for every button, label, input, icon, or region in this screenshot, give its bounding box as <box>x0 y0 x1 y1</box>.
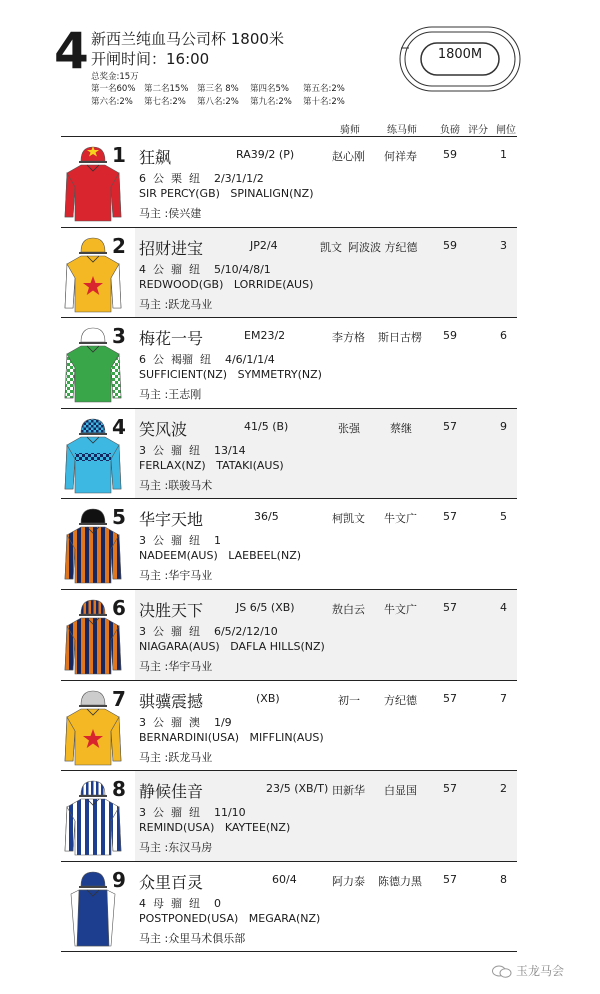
horse-name: 招财进宝 <box>139 238 204 258</box>
horse-number: 7 <box>112 686 126 711</box>
carried-weight: 59 <box>443 329 457 343</box>
horse-owner: 马主 :华宇马业 <box>139 569 213 583</box>
horse-name: 笑风波 <box>139 419 188 439</box>
horse-number: 8 <box>112 777 126 802</box>
horse-form: RA39/2 (P) <box>236 148 295 161</box>
jockey-name: 敖白云 <box>332 602 365 616</box>
trainer-name: 陈德力黑 <box>378 874 422 888</box>
watermark <box>492 962 564 979</box>
jockey-name: 赵心刚 <box>332 150 365 163</box>
runner-row <box>0 771 600 862</box>
horse-form: JS 6/5 (XB) <box>236 600 295 614</box>
carried-weight: 57 <box>443 782 457 796</box>
horse-owner: 马主 :王志刚 <box>139 388 202 402</box>
horse-description: 4 母 骝 纽 0 <box>139 896 221 910</box>
horse-name: 狂飙 <box>139 148 172 167</box>
horse-pedigree: NIAGARA(AUS) DAFLA HILLS(NZ) <box>139 639 325 653</box>
horse-owner: 马主 :东汉马房 <box>139 841 213 855</box>
horse-form: EM23/2 <box>244 329 286 343</box>
gate-number: 2 <box>500 782 507 796</box>
start-time: 开闸时间：16:00 <box>91 50 210 68</box>
gate-number: 3 <box>500 238 507 252</box>
horse-pedigree: POSTPONED(USA) MEGARA(NZ) <box>139 911 321 925</box>
horse-owner: 马主 :跃龙马业 <box>139 750 213 764</box>
jockey-name: 柯凯文 <box>332 512 365 526</box>
trainer-name: 阿波波 方纪德 <box>348 240 418 254</box>
runner-row <box>0 228 600 319</box>
horse-pedigree: FERLAX(NZ) TATAKI(AUS) <box>139 458 284 472</box>
trainer-name: 牛文广 <box>384 512 417 526</box>
horse-pedigree: SIR PERCY(GB) SPINALIGN(NZ) <box>139 187 314 200</box>
horse-form: 60/4 <box>272 872 297 886</box>
horse-description: 3 公 骝 纽 1 <box>139 534 221 548</box>
trainer-name: 方纪德 <box>384 693 417 707</box>
race-number: 4 <box>54 22 89 80</box>
horse-description: 3 公 骝 澳 1/9 <box>139 715 232 729</box>
prize-7: 第七名:2% <box>144 97 186 107</box>
column-trainer: 练马师 <box>387 125 417 136</box>
gate-number: 9 <box>500 419 507 433</box>
trainer-name: 牛文广 <box>384 602 417 616</box>
race-header <box>0 0 600 136</box>
gate-number: 4 <box>500 600 507 614</box>
carried-weight: 57 <box>443 419 457 433</box>
horse-pedigree: REDWOOD(GB) LORRIDE(AUS) <box>139 277 314 291</box>
horse-number: 9 <box>112 867 126 892</box>
prize-10: 第十名:2% <box>303 97 345 107</box>
horse-name: 梅花一号 <box>139 329 204 349</box>
carried-weight: 57 <box>443 691 457 705</box>
runner-row <box>0 318 600 409</box>
column-weight: 负磅 <box>440 125 460 136</box>
runner-row <box>0 137 600 228</box>
horse-description: 3 公 骝 纽 6/5/2/12/10 <box>139 624 278 638</box>
horse-form: (XB) <box>256 691 280 705</box>
prize-2: 第二名15% <box>144 84 189 94</box>
runner-list <box>0 137 600 952</box>
prize-1: 第一名60% <box>91 84 136 94</box>
prize-8: 第八名:2% <box>197 97 239 107</box>
jockey-name: 阿力泰 <box>332 874 365 888</box>
race-title: 新西兰纯血马公司杯 1800米 <box>91 30 284 48</box>
horse-name: 骐骥震撼 <box>139 691 204 711</box>
horse-number: 4 <box>112 414 126 439</box>
horse-description: 6 公 褐骝 纽 4/6/1/1/4 <box>139 353 275 367</box>
horse-number: 3 <box>112 324 126 349</box>
jockey-name: 李方格 <box>332 331 365 345</box>
horse-form: 36/5 <box>254 510 279 524</box>
column-rating: 评分 <box>468 125 488 136</box>
horse-form: JP2/4 <box>250 238 278 252</box>
trainer-name: 白显国 <box>384 784 417 798</box>
carried-weight: 59 <box>443 148 457 161</box>
column-jockey: 骑师 <box>340 125 360 136</box>
prize-9: 第九名:2% <box>250 97 292 107</box>
carried-weight: 57 <box>443 872 457 886</box>
total-purse: 总奖金:15万 <box>91 72 139 82</box>
gate-number: 7 <box>500 691 507 705</box>
gate-number: 5 <box>500 510 507 524</box>
trainer-name: 蔡继 <box>390 421 412 435</box>
prize-6: 第六名:2% <box>91 97 133 107</box>
jockey-name: 初一 <box>338 693 360 707</box>
runner-row <box>0 862 600 953</box>
carried-weight: 59 <box>443 238 457 252</box>
gate-number: 8 <box>500 872 507 886</box>
gate-number: 1 <box>500 148 507 161</box>
horse-number: 6 <box>112 595 126 620</box>
horse-form: 23/5 (XB/T) <box>266 782 329 796</box>
trainer-name: 何祥寿 <box>384 150 417 163</box>
runner-row <box>0 681 600 772</box>
trainer-name: 斯日古楞 <box>378 331 422 345</box>
horse-pedigree: BERNARDINI(USA) MIFFLIN(AUS) <box>139 730 324 744</box>
horse-owner: 马主 :跃龙马业 <box>139 297 213 311</box>
runner-row <box>0 499 600 590</box>
horse-description: 3 公 骝 纽 11/10 <box>139 806 246 820</box>
horse-description: 6 公 栗 纽 2/3/1/1/2 <box>139 172 264 185</box>
prize-distribution <box>91 83 361 109</box>
row-divider <box>61 951 517 952</box>
jockey-name: 凯文 <box>320 240 342 254</box>
horse-form: 41/5 (B) <box>244 419 289 433</box>
wechat-icon <box>492 965 512 978</box>
track-distance-label: 1800M <box>437 47 483 62</box>
runner-row <box>0 409 600 500</box>
jockey-name: 张强 <box>338 421 360 435</box>
horse-description: 4 公 骝 纽 5/10/4/8/1 <box>139 262 271 276</box>
carried-weight: 57 <box>443 510 457 524</box>
gate-number: 6 <box>500 329 507 343</box>
horse-pedigree: NADEEM(AUS) LAEBEEL(NZ) <box>139 549 302 563</box>
column-gate: 闸位 <box>496 125 516 136</box>
horse-name: 决胜天下 <box>139 600 204 620</box>
jockey-name: 田新华 <box>332 784 365 798</box>
horse-name: 众里百灵 <box>139 872 204 892</box>
runner-row <box>0 590 600 681</box>
prize-5: 第五名:2% <box>303 84 345 94</box>
prize-3: 第三名 8% <box>197 84 239 94</box>
horse-number: 1 <box>112 143 126 167</box>
track-diagram <box>399 26 521 92</box>
horse-owner: 马主 :联骏马术 <box>139 478 213 492</box>
horse-description: 3 公 骝 纽 13/14 <box>139 443 246 457</box>
horse-pedigree: REMIND(USA) KAYTEE(NZ) <box>139 821 291 835</box>
horse-number: 5 <box>112 505 126 530</box>
horse-name: 静候佳音 <box>139 782 204 802</box>
horse-owner: 马主 :侯兴建 <box>139 207 202 220</box>
horse-name: 华宇天地 <box>139 510 204 530</box>
horse-number: 2 <box>112 233 126 258</box>
horse-owner: 马主 :众里马术俱乐部 <box>139 931 246 945</box>
horse-owner: 马主 :华宇马业 <box>139 659 213 673</box>
carried-weight: 57 <box>443 600 457 614</box>
prize-4: 第四名5% <box>250 84 289 94</box>
watermark-text: 玉龙马会 <box>516 964 565 978</box>
horse-pedigree: SUFFICIENT(NZ) SYMMETRY(NZ) <box>139 368 322 382</box>
